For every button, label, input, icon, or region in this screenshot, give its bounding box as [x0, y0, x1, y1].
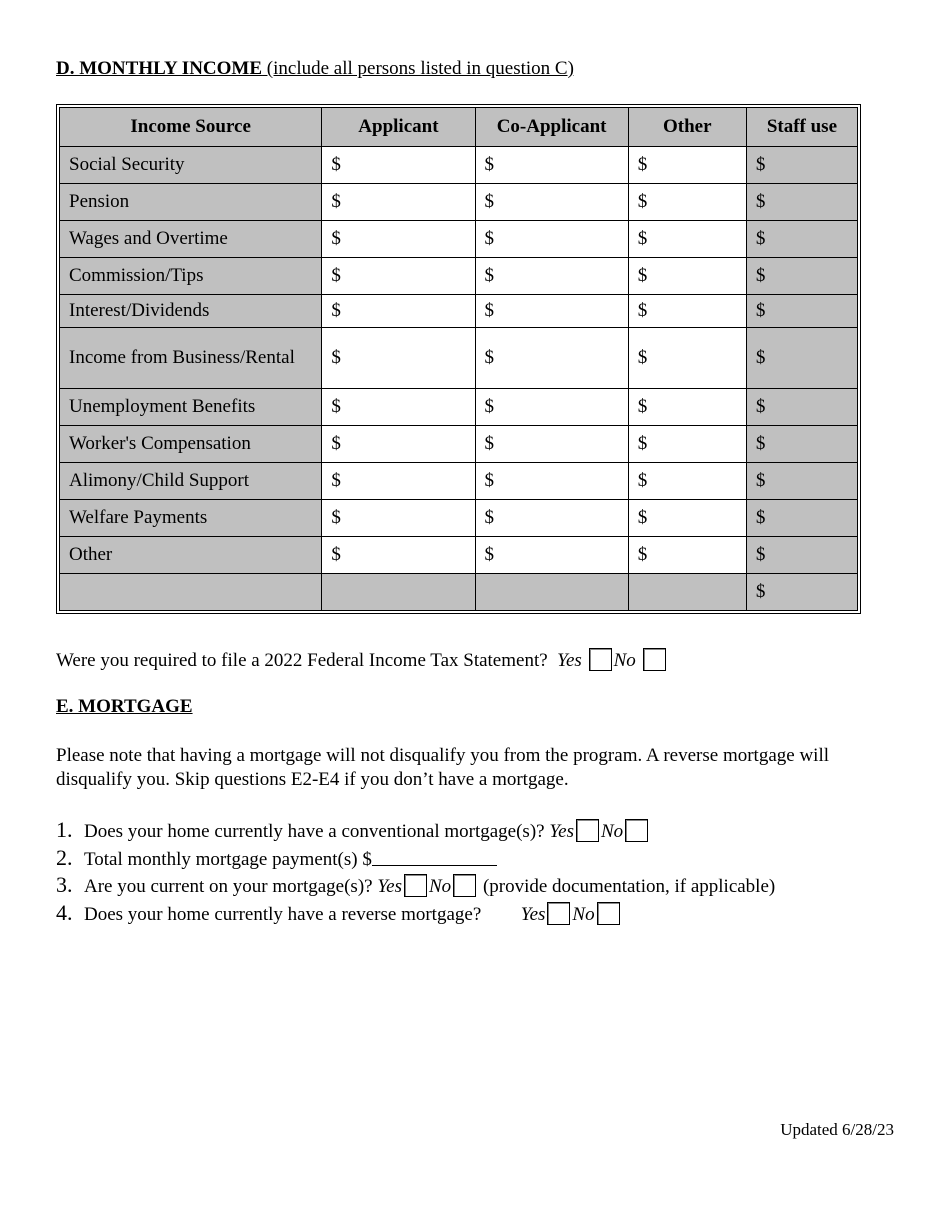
income-source-label: Wages and Overtime	[60, 221, 322, 258]
amount-field-co-applicant[interactable]: $	[475, 328, 628, 389]
total-row-blank-cell	[322, 574, 475, 611]
mortgage-note: Please note that having a mortgage will not disqualify you from the program. A reverse mortgage will disqualify you. Skip questions E2-E4 if you don’t have a mortgage.	[56, 745, 830, 790]
amount-field-co-applicant[interactable]: $	[475, 221, 628, 258]
income-table-frame	[56, 104, 861, 614]
amount-field-applicant[interactable]: $	[322, 537, 475, 574]
tax-yes-label: Yes	[557, 650, 582, 671]
amount-field-applicant[interactable]: $	[322, 500, 475, 537]
income-source-label: Unemployment Benefits	[60, 389, 322, 426]
total-row	[60, 574, 858, 611]
amount-field-other[interactable]: $	[628, 537, 746, 574]
total-row-blank-cell	[60, 574, 322, 611]
section-d-title-rest: (include all persons listed in question C)	[262, 58, 574, 79]
header-staff-use: Staff use	[746, 108, 857, 147]
income-row	[60, 184, 858, 221]
amount-field-applicant[interactable]: $	[322, 295, 475, 328]
amount-field-applicant[interactable]: $	[322, 463, 475, 500]
amount-field-staff-use[interactable]: $	[746, 184, 857, 221]
question-1-no-label: No	[601, 821, 624, 842]
header-income-source: Income Source	[60, 108, 322, 147]
question-4	[56, 900, 622, 926]
amount-field-staff-use[interactable]: $	[746, 221, 857, 258]
amount-field-staff-use[interactable]: $	[746, 426, 857, 463]
question-3	[56, 872, 775, 898]
amount-field-staff-use[interactable]: $	[746, 147, 857, 184]
question-3-yes-checkbox[interactable]	[404, 874, 427, 897]
amount-field-staff-use[interactable]: $	[746, 258, 857, 295]
income-row	[60, 463, 858, 500]
question-3-yes-label: Yes	[377, 876, 402, 897]
amount-field-other[interactable]: $	[628, 258, 746, 295]
income-source-label: Alimony/Child Support	[60, 463, 322, 500]
amount-field-co-applicant[interactable]: $	[475, 500, 628, 537]
amount-field-applicant[interactable]: $	[322, 221, 475, 258]
income-row	[60, 147, 858, 184]
tax-yes-checkbox[interactable]	[589, 648, 612, 671]
amount-field-other[interactable]: $	[628, 426, 746, 463]
section-e-title-text: E. MORTGAGE	[56, 696, 193, 717]
header-other: Other	[628, 108, 746, 147]
income-source-label: Commission/Tips	[60, 258, 322, 295]
tax-question	[56, 648, 668, 672]
income-source-label: Pension	[60, 184, 322, 221]
question-4-yes-label: Yes	[520, 904, 546, 925]
amount-field-staff-use[interactable]: $	[746, 389, 857, 426]
amount-field-other[interactable]: $	[628, 221, 746, 258]
income-source-label: Income from Business/Rental	[60, 328, 322, 389]
income-source-label: Other	[60, 537, 322, 574]
section-e-title	[56, 696, 193, 718]
question-4-number: 4.	[56, 900, 73, 925]
amount-field-staff-use[interactable]: $	[746, 500, 857, 537]
question-4-yes-checkbox[interactable]	[547, 902, 570, 925]
income-source-label: Interest/Dividends	[60, 295, 322, 328]
amount-field-co-applicant[interactable]: $	[475, 147, 628, 184]
amount-field-applicant[interactable]: $	[322, 389, 475, 426]
income-row	[60, 426, 858, 463]
amount-field-co-applicant[interactable]: $	[475, 537, 628, 574]
question-4-text: Does your home currently have a reverse mortgage?	[84, 904, 482, 925]
amount-field-co-applicant[interactable]: $	[475, 426, 628, 463]
question-3-suffix: (provide documentation, if applicable)	[482, 876, 776, 897]
amount-field-applicant[interactable]: $	[322, 328, 475, 389]
section-d-title	[56, 58, 574, 80]
amount-field-applicant[interactable]: $	[322, 147, 475, 184]
income-row	[60, 221, 858, 258]
question-1-no-checkbox[interactable]	[625, 819, 648, 842]
total-row-blank-cell	[475, 574, 628, 611]
amount-field-other[interactable]: $	[628, 389, 746, 426]
tax-question-text: Were you required to file a 2022 Federal Income Tax Statement?	[56, 650, 548, 671]
amount-field-co-applicant[interactable]: $	[475, 258, 628, 295]
amount-field-other[interactable]: $	[628, 328, 746, 389]
income-row	[60, 537, 858, 574]
header-applicant: Applicant	[322, 108, 475, 147]
question-3-no-checkbox[interactable]	[453, 874, 476, 897]
income-source-label: Welfare Payments	[60, 500, 322, 537]
question-4-no-label: No	[572, 904, 595, 925]
amount-field-applicant[interactable]: $	[322, 258, 475, 295]
amount-field-other[interactable]: $	[628, 500, 746, 537]
income-row	[60, 258, 858, 295]
question-1	[56, 817, 650, 843]
income-source-label: Social Security	[60, 147, 322, 184]
amount-field-co-applicant[interactable]: $	[475, 463, 628, 500]
question-1-yes-label: Yes	[549, 821, 574, 842]
amount-field-applicant[interactable]: $	[322, 184, 475, 221]
updated-date: Updated 6/28/23	[780, 1120, 894, 1139]
income-source-label: Worker's Compensation	[60, 426, 322, 463]
amount-field-applicant[interactable]: $	[322, 426, 475, 463]
question-4-no-checkbox[interactable]	[597, 902, 620, 925]
question-1-text: Does your home currently have a conventional mortgage(s)?	[84, 821, 545, 842]
question-2-number: 2.	[56, 845, 73, 870]
amount-field-staff-use[interactable]: $	[746, 328, 857, 389]
income-row	[60, 328, 858, 389]
income-row	[60, 295, 858, 328]
header-co-applicant: Co-Applicant	[475, 108, 628, 147]
amount-field-co-applicant[interactable]: $	[475, 295, 628, 328]
amount-field-other[interactable]: $	[628, 463, 746, 500]
question-3-number: 3.	[56, 872, 73, 897]
section-d-title-bold: D. MONTHLY INCOME	[56, 58, 263, 79]
income-table	[59, 107, 858, 611]
amount-field-co-applicant[interactable]: $	[475, 184, 628, 221]
question-1-number: 1.	[56, 817, 73, 842]
question-2	[56, 845, 497, 871]
amount-field-other[interactable]: $	[628, 295, 746, 328]
question-2-text: Total monthly mortgage payment(s) $	[84, 849, 372, 870]
total-staff-use-field[interactable]: $	[746, 574, 857, 611]
amount-field-staff-use[interactable]: $	[746, 295, 857, 328]
amount-field-staff-use[interactable]: $	[746, 463, 857, 500]
tax-no-checkbox[interactable]	[643, 648, 666, 671]
amount-field-staff-use[interactable]: $	[746, 537, 857, 574]
amount-field-co-applicant[interactable]: $	[475, 389, 628, 426]
tax-no-label: No	[613, 650, 636, 671]
income-row	[60, 500, 858, 537]
total-row-blank-cell	[628, 574, 746, 611]
mortgage-payment-field[interactable]	[372, 847, 497, 866]
amount-field-other[interactable]: $	[628, 184, 746, 221]
question-1-yes-checkbox[interactable]	[576, 819, 599, 842]
question-3-no-label: No	[429, 876, 452, 897]
amount-field-other[interactable]: $	[628, 147, 746, 184]
income-row	[60, 389, 858, 426]
question-3-text: Are you current on your mortgage(s)?	[84, 876, 373, 897]
